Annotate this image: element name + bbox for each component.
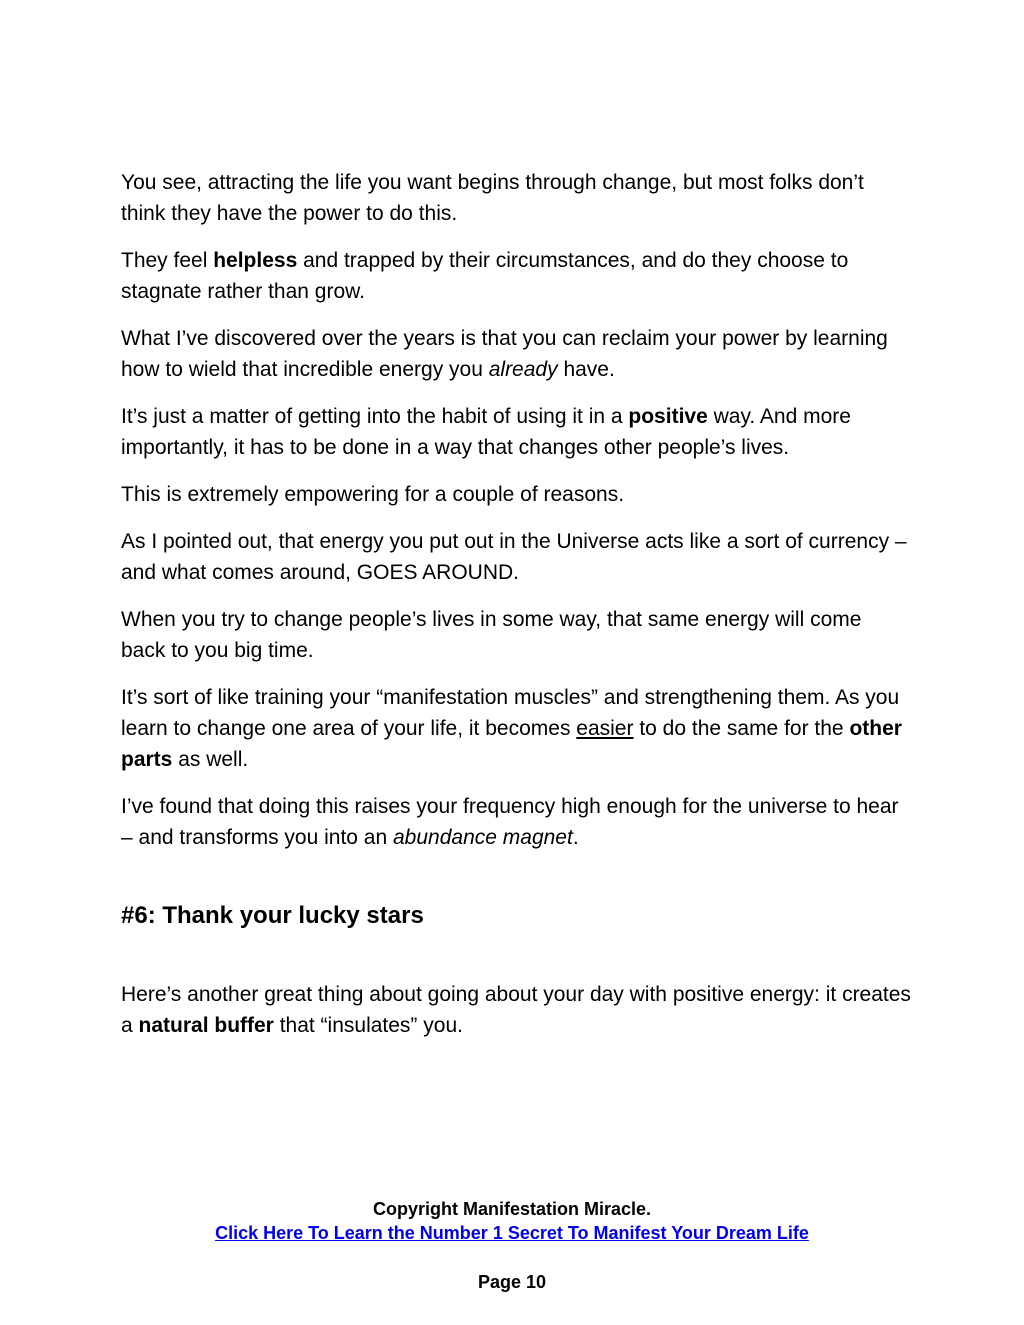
- bold-text: positive: [628, 405, 708, 428]
- page-number: Page 10: [477, 1272, 547, 1292]
- bold-text: other parts: [121, 717, 902, 771]
- italic-text: abundance magnet: [393, 826, 573, 849]
- section-heading: #6: Thank your lucky stars: [121, 902, 424, 929]
- paragraph-7: [121, 604, 911, 666]
- bold-text: natural buffer: [138, 1014, 274, 1037]
- text-run: When you try to change people’s lives in some way, that same energy will come back to you big time.: [121, 608, 862, 662]
- copyright-notice: Copyright Manifestation Miracle.: [372, 1199, 652, 1219]
- text-run: As I pointed out, that energy you put out in the Universe acts like a sort of currency – and what comes around, GOES AROUND.: [121, 530, 907, 584]
- text-run: What I’ve discovered over the years is that you can reclaim your power by learning how to wield that incredible energy you: [121, 327, 888, 381]
- paragraph-5: [121, 479, 911, 510]
- text-run: have.: [557, 358, 615, 381]
- paragraph-1: [121, 167, 911, 229]
- text-run: and trapped by their circumstances, and do they choose to stagnate rather than grow.: [121, 249, 849, 303]
- text-run: that “insulates” you.: [273, 1014, 463, 1037]
- paragraph-after-heading: [121, 979, 911, 1041]
- paragraph-8: [121, 682, 911, 775]
- page-footer: [0, 1197, 1024, 1294]
- paragraph-2: [121, 245, 911, 307]
- text-run: It’s just a matter of getting into the habit of using it in a: [121, 405, 629, 428]
- text-run: as well.: [172, 748, 249, 771]
- italic-text: already: [488, 358, 558, 381]
- text-run: .: [572, 826, 579, 849]
- document-body: [121, 167, 911, 1057]
- text-run: I’ve found that doing this raises your frequency high enough for the universe to hear – and transforms you into an: [121, 795, 899, 849]
- text-run: to do the same for the: [633, 717, 850, 740]
- underlined-text: easier: [576, 717, 634, 740]
- paragraph-4: [121, 401, 911, 463]
- text-run: They feel: [121, 249, 214, 272]
- text-run: It’s sort of like training your “manifestation muscles” and strengthening them. As you learn to change one area of your life, it becomes: [121, 686, 900, 740]
- text-run: You see, attracting the life you want begins through change, but most folks don’t think they have the power to do this.: [121, 171, 864, 225]
- paragraph-3: [121, 323, 911, 385]
- text-run: Here’s another great thing about going about your day with positive energy: it creates a: [121, 983, 911, 1037]
- text-run: This is extremely empowering for a couple of reasons.: [121, 483, 625, 506]
- bold-text: helpless: [213, 249, 298, 272]
- promo-link[interactable]: Click Here To Learn the Number 1 Secret To Manifest Your Dream Life: [215, 1223, 809, 1243]
- paragraph-6: [121, 526, 911, 588]
- text-run: way. And more importantly, it has to be done in a way that changes other people’s lives.: [121, 405, 851, 459]
- paragraph-9: [121, 791, 911, 853]
